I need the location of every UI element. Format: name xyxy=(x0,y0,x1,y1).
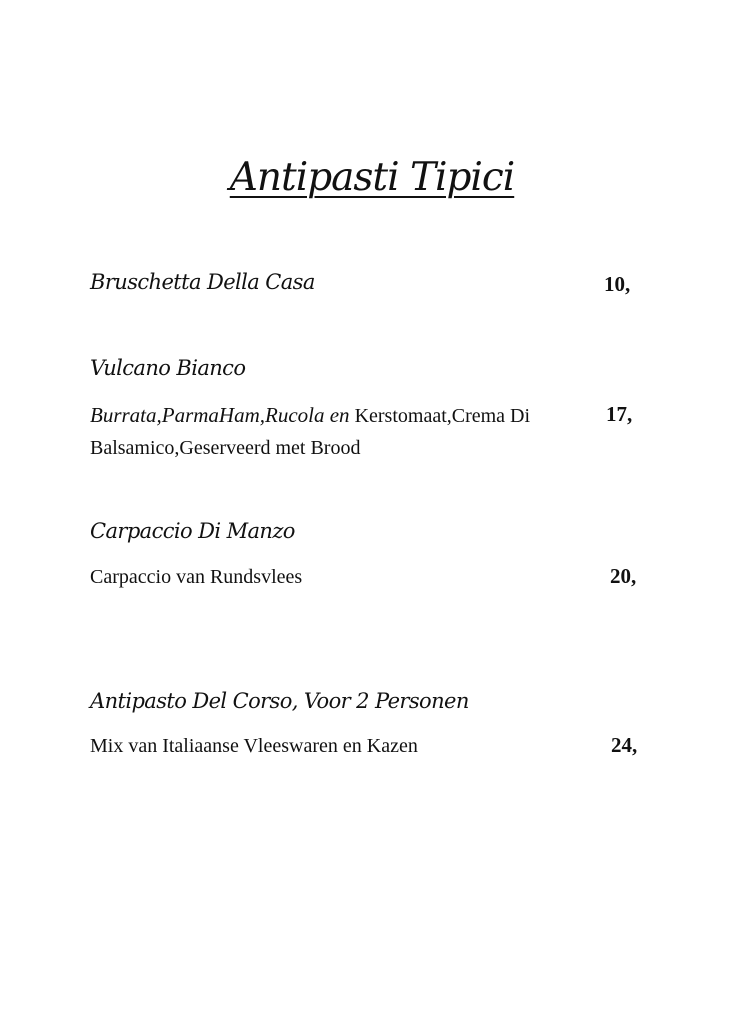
dish-name-carpaccio: Carpaccio Di Manzo xyxy=(90,519,295,543)
dish-name-vulcano-bianco: Vulcano Bianco xyxy=(90,356,246,380)
dish-name-antipasto-del-corso: Antipasto Del Corso, Voor 2 Personen xyxy=(90,689,469,713)
dish-price-vulcano-bianco: 17, xyxy=(606,402,633,426)
dish-price-carpaccio: 20, xyxy=(610,564,637,588)
dish-description-carpaccio: Carpaccio van Rundsvlees xyxy=(90,566,303,588)
dish-description-vulcano-bianco xyxy=(90,399,530,464)
dish-description-line1-rest: Kerstomaat,Crema Di xyxy=(349,405,531,427)
dish-price-bruschetta: 10, xyxy=(604,272,631,296)
dish-description-italic: Burrata,ParmaHam,Rucola en xyxy=(90,403,350,427)
menu-title: Antipasti Tipici xyxy=(229,155,515,200)
dish-price-antipasto-del-corso: 24, xyxy=(611,733,638,757)
dish-description-line2: Balsamico,Geserveerd met Brood xyxy=(90,437,361,459)
dish-name-bruschetta: Bruschetta Della Casa xyxy=(90,270,315,294)
dish-description-antipasto-del-corso: Mix van Italiaanse Vleeswaren en Kazen xyxy=(90,735,418,757)
